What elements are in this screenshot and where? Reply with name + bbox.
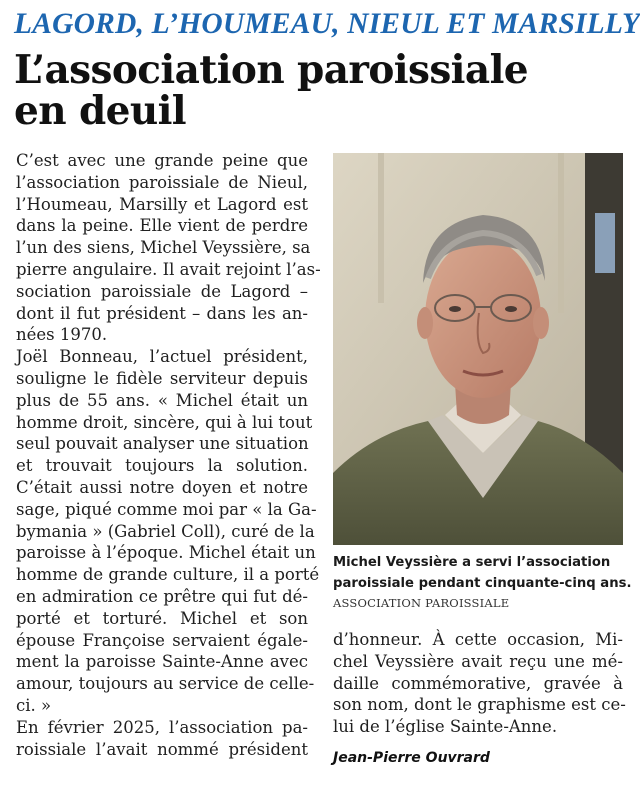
- headline: [14, 47, 614, 134]
- body-line: lui de l’église Sainte-Anne.: [333, 717, 558, 737]
- body-line: C’était aussi notre doyen et notre: [16, 477, 308, 497]
- body-line: nées 1970.: [16, 325, 108, 345]
- headline-line: L’association paroissiale: [14, 47, 528, 93]
- body-line: homme droit, sincère, qui à lui tout: [16, 412, 313, 432]
- body-line: sociation paroissiale de Lagord –: [16, 281, 308, 301]
- article-body-right: [333, 629, 626, 738]
- body-line: l’Houmeau, Marsilly et Lagord est: [16, 194, 308, 214]
- body-line: d’honneur. À cette occasion, Mi-: [333, 630, 623, 649]
- article-body-left: [16, 150, 321, 760]
- body-line: bymania » (Gabriel Coll), curé de la: [16, 521, 315, 541]
- body-line: sage, piqué comme moi par « la Ga-: [16, 499, 317, 519]
- caption-line: paroissiale pendant cinquante-cinq ans.: [333, 576, 632, 591]
- body-line: porté et torturé. Michel et son: [16, 608, 308, 628]
- body-line: homme de grande culture, il a porté: [16, 565, 320, 585]
- body-line: ci. »: [16, 695, 52, 715]
- body-line: ment la paroisse Sainte-Anne avec: [16, 652, 308, 672]
- body-line: amour, toujours au service de celle-: [16, 674, 315, 694]
- section-kicker: LAGORD, L’HOUMEAU, NIEUL ET MARSILLY: [14, 8, 640, 40]
- body-line: chel Veyssière avait reçu une mé-: [333, 651, 623, 671]
- body-line: en admiration ce prêtre qui fut dé-: [16, 586, 308, 606]
- photo-caption: [333, 552, 632, 594]
- body-line: pierre angulaire. Il avait rejoint l’as-: [16, 259, 321, 279]
- body-line: épouse Françoise servaient égale-: [16, 630, 308, 650]
- body-line: En février 2025, l’association pa-: [16, 717, 308, 737]
- body-line: l’association paroissiale de Nieul,: [16, 172, 308, 192]
- body-line: paroisse à l’époque. Michel était un: [16, 543, 316, 563]
- portrait-photo: [333, 153, 623, 545]
- body-line: daille commémorative, gravée à: [333, 673, 623, 693]
- headline-line: en deuil: [14, 88, 187, 134]
- author-byline: Jean-Pierre Ouvrard: [333, 750, 490, 766]
- body-line: plus de 55 ans. « Michel était un: [16, 390, 308, 410]
- body-line: et trouvait toujours la solution.: [16, 456, 308, 476]
- body-line: dans la peine. Elle vient de perdre: [16, 216, 308, 236]
- body-line: souligne le fidèle serviteur depuis: [16, 368, 308, 388]
- body-line: l’un des siens, Michel Veyssière, sa: [16, 238, 311, 258]
- body-line: seul pouvait analyser une situation: [16, 434, 309, 454]
- body-line: Joël Bonneau, l’actuel président,: [16, 347, 308, 367]
- body-line: dont il fut président – dans les an-: [16, 303, 308, 323]
- caption-line: Michel Veyssière a servi l’association: [333, 555, 611, 570]
- portrait-illustration: [333, 153, 623, 545]
- body-line: C’est avec une grande peine que: [16, 151, 308, 170]
- body-line: roissiale l’avait nommé président: [16, 739, 308, 759]
- body-line: son nom, dont le graphisme est ce-: [333, 695, 626, 715]
- photo-credit: ASSOCIATION PAROISSIALE: [333, 596, 510, 610]
